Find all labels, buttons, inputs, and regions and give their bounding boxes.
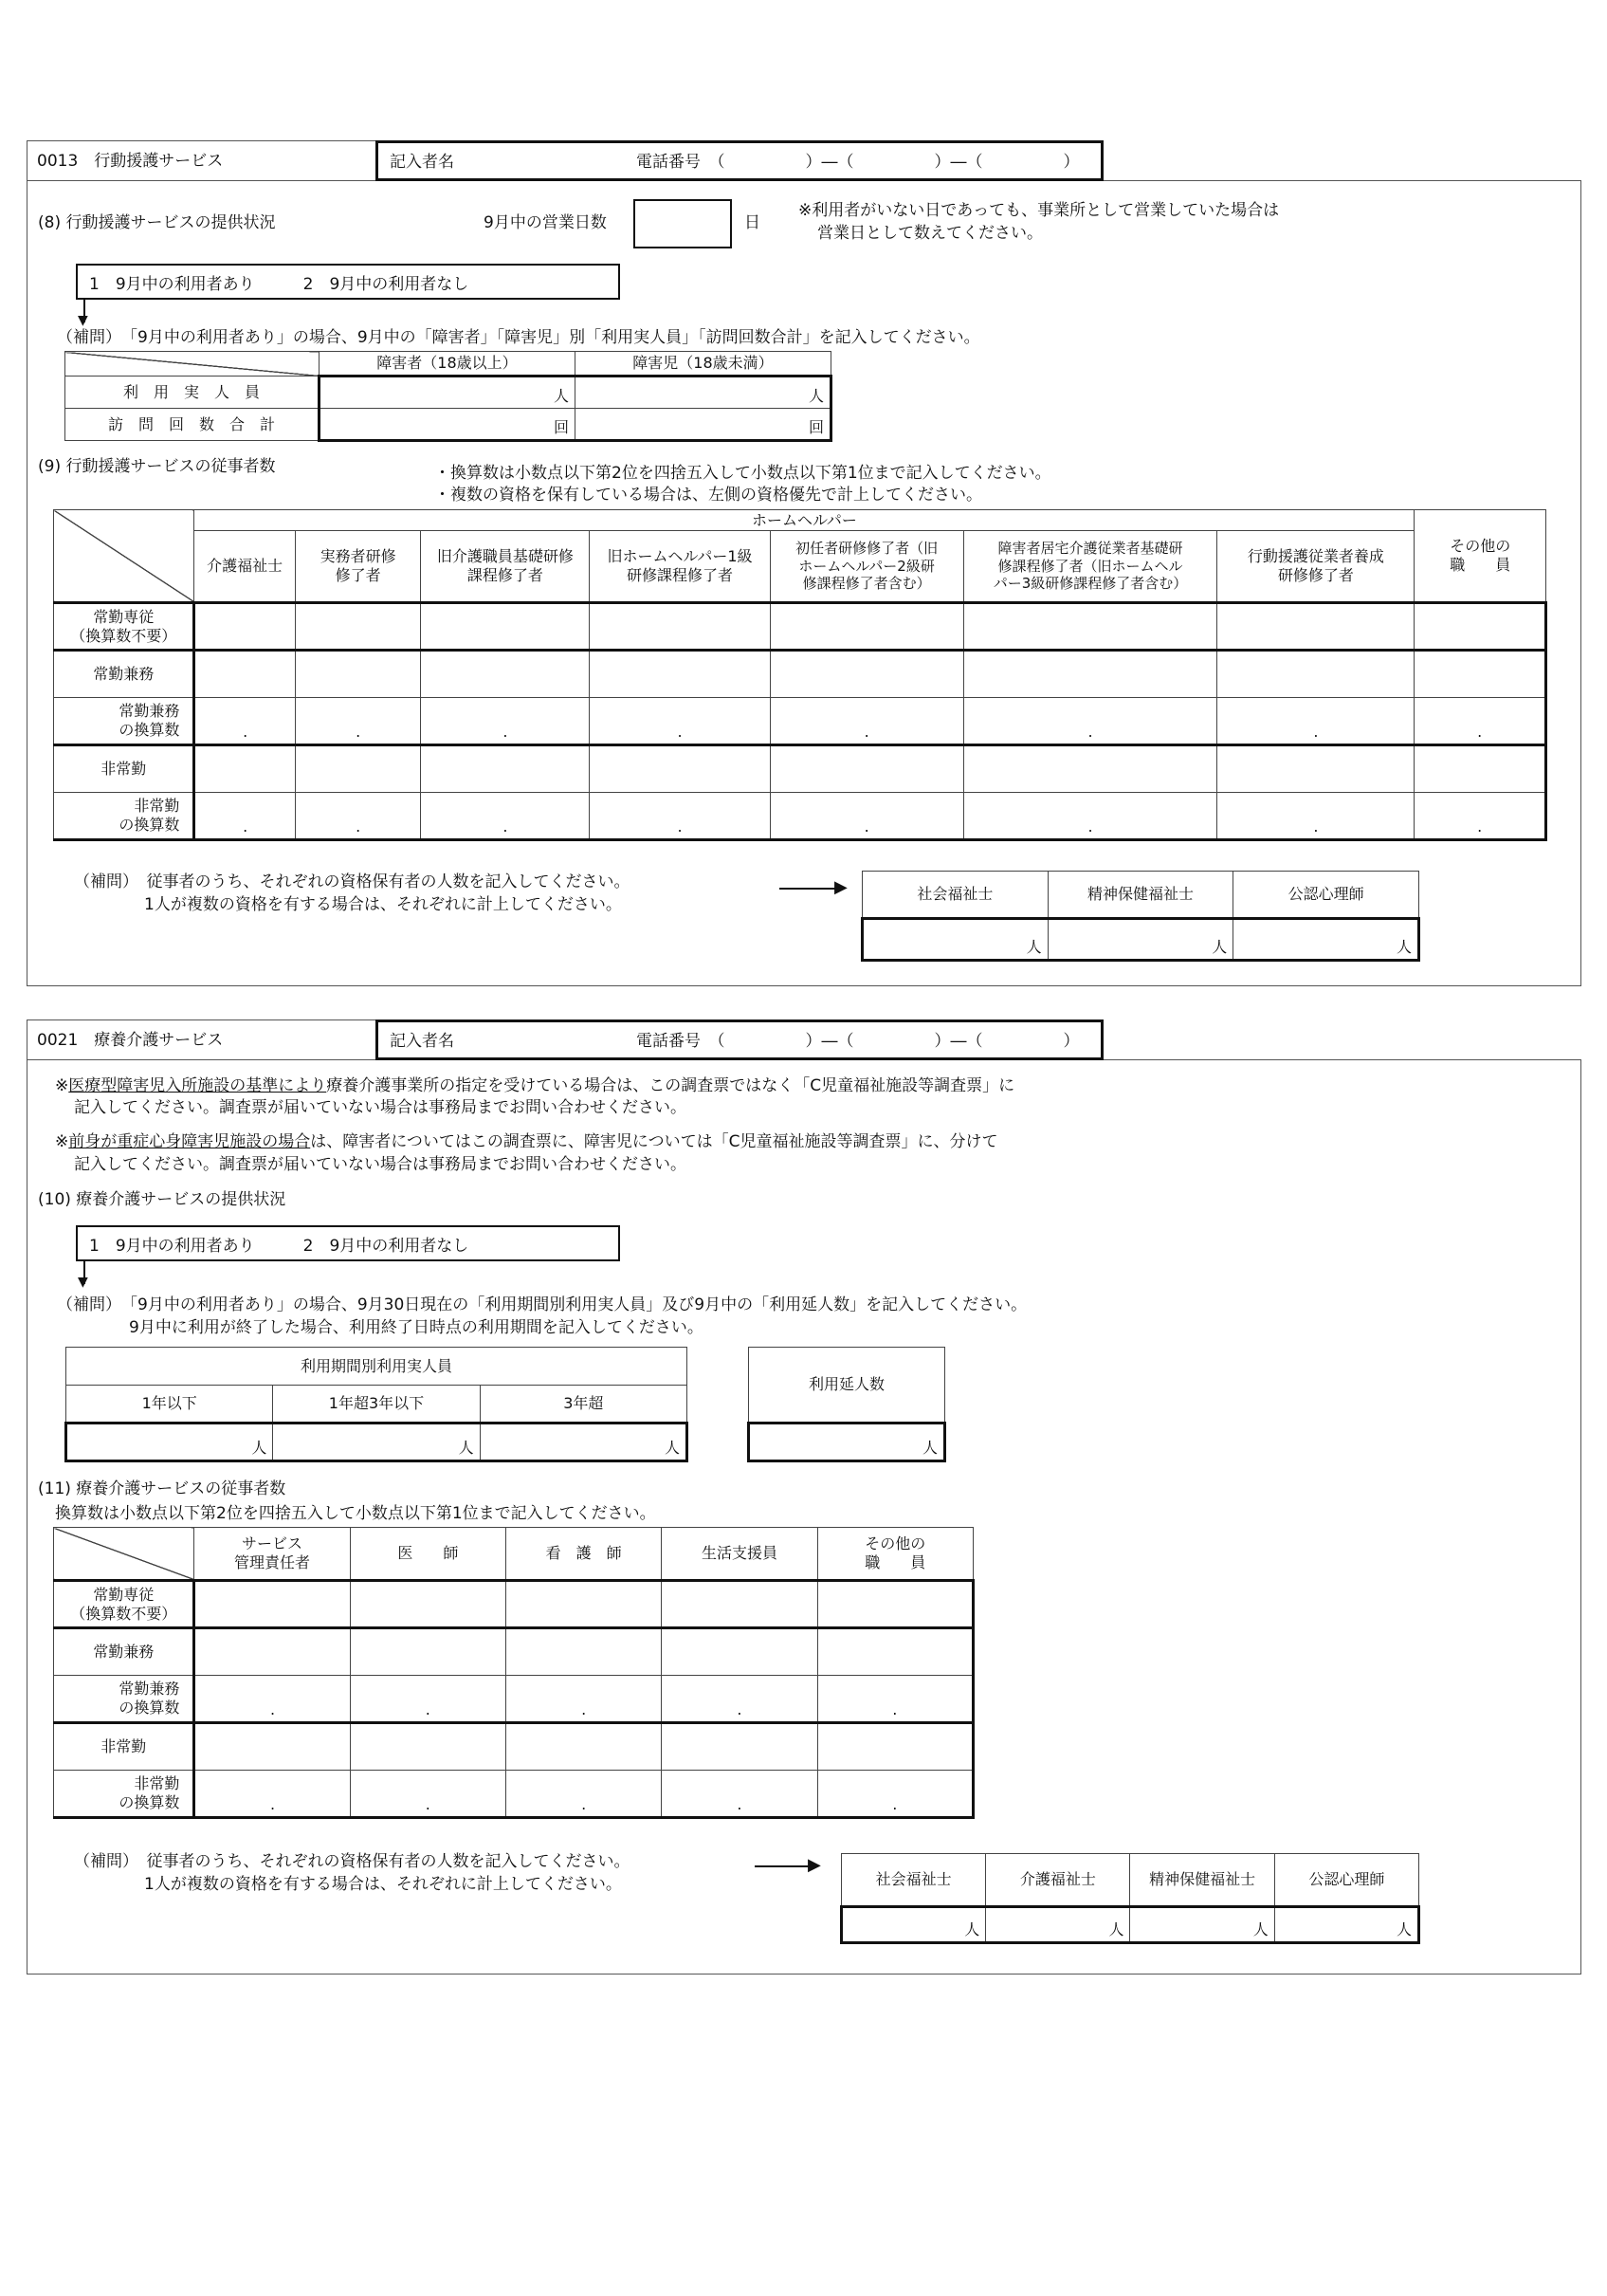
col-home-care-basic: 障害者居宅介護従業者基礎研 修課程修了者（旧ホームヘル パー3級研修課程修了者含む） bbox=[963, 531, 1217, 603]
staff-table-2 bbox=[53, 1527, 975, 1819]
cell[interactable] bbox=[194, 603, 296, 651]
row-parttime-fte: 非常勤 の換算数 bbox=[54, 1771, 194, 1818]
cell[interactable]: . bbox=[1415, 698, 1546, 745]
col-helper1: 旧ホームヘルパー1級 研修課程修了者 bbox=[590, 531, 770, 603]
col-other: その他の 職 員 bbox=[1415, 510, 1546, 603]
input-psychiatric-social-worker[interactable]: 人 bbox=[1048, 919, 1233, 961]
cell[interactable]: . bbox=[963, 793, 1217, 840]
row-fulltime-concurrent: 常勤兼務 bbox=[54, 651, 194, 698]
cell[interactable] bbox=[194, 651, 296, 698]
input-adult-users[interactable]: 人 bbox=[319, 377, 575, 409]
sub-q2-line1: （補問） 従事者のうち、それぞれの資格保有者の人数を記入してください。 bbox=[74, 872, 630, 891]
input-child-visits[interactable]: 回 bbox=[575, 409, 831, 441]
cell[interactable]: . bbox=[770, 793, 963, 840]
cell[interactable]: . bbox=[590, 793, 770, 840]
period-header: 利用期間別利用実人員 bbox=[66, 1348, 687, 1386]
note2-line2: 記入してください。調査票が届いていない場合は事務局までお問い合わせください。 bbox=[74, 1155, 686, 1174]
cell[interactable]: . bbox=[421, 793, 590, 840]
qual-social-worker: 社会福祉士 bbox=[863, 872, 1049, 919]
input-psychologist[interactable]: 人 bbox=[1274, 1907, 1418, 1943]
cell[interactable]: . bbox=[590, 698, 770, 745]
cell[interactable] bbox=[506, 1628, 662, 1676]
row-fulltime: 常勤専従 （換算数不要） bbox=[54, 1581, 194, 1628]
cell[interactable] bbox=[506, 1581, 662, 1628]
input-period-3[interactable]: 人 bbox=[480, 1424, 686, 1461]
q9-note2: ・複数の資格を保有している場合は、左側の資格優先で計上してください。 bbox=[434, 486, 982, 505]
recorder-label: 記入者名 bbox=[390, 153, 454, 172]
arrow-head-icon: ▼ bbox=[78, 313, 88, 328]
cell[interactable] bbox=[194, 745, 296, 793]
q8-title: (8) 行動援護サービスの提供状況 bbox=[38, 213, 276, 232]
row-fulltime: 常勤専従 （換算数不要） bbox=[54, 603, 194, 651]
qual-psychologist: 公認心理師 bbox=[1233, 872, 1419, 919]
cell[interactable] bbox=[295, 603, 420, 651]
cell[interactable] bbox=[194, 1628, 350, 1676]
cell[interactable]: . bbox=[506, 1771, 662, 1818]
cell[interactable] bbox=[662, 1628, 817, 1676]
cell[interactable]: . bbox=[817, 1676, 973, 1723]
period-2: 1年超3年以下 bbox=[273, 1386, 480, 1424]
cell[interactable] bbox=[817, 1723, 973, 1771]
recorder-box bbox=[375, 1019, 1104, 1060]
cell[interactable] bbox=[1217, 603, 1415, 651]
note1-line2: 記入してください。調査票が届いていない場合は事務局までお問い合わせください。 bbox=[74, 1098, 686, 1117]
note1-line1: ※医療型障害児入所施設の基準により療養介護事業所の指定を受けている場合は、この調査票ではなく「C児童福祉施設等調査票」に bbox=[55, 1076, 1015, 1095]
arrow-head-icon: ▶ bbox=[808, 1855, 821, 1875]
phone-label: 電話番号 （ ）―（ ）―（ ） bbox=[636, 153, 1080, 172]
cell[interactable]: . bbox=[662, 1771, 817, 1818]
col-doctor: 医 師 bbox=[350, 1528, 505, 1581]
cell[interactable] bbox=[194, 1581, 350, 1628]
input-psychologist[interactable]: 人 bbox=[1233, 919, 1419, 961]
input-adult-visits[interactable]: 回 bbox=[319, 409, 575, 441]
cell[interactable] bbox=[506, 1723, 662, 1771]
note-line1: ※利用者がいない日であっても、事業所として営業していた場合は bbox=[798, 201, 1280, 220]
input-social-worker[interactable]: 人 bbox=[842, 1907, 986, 1943]
col-life-support: 生活支援員 bbox=[662, 1528, 817, 1581]
input-care-worker[interactable]: 人 bbox=[986, 1907, 1130, 1943]
col-service-manager: サービス 管理責任者 bbox=[194, 1528, 350, 1581]
cell[interactable] bbox=[817, 1628, 973, 1676]
business-days-input[interactable] bbox=[633, 199, 732, 248]
cell[interactable] bbox=[1415, 651, 1546, 698]
cell[interactable] bbox=[963, 745, 1217, 793]
col-behavior-support: 行動援護従業者養成 研修修了者 bbox=[1217, 531, 1415, 603]
section-title-box bbox=[27, 1019, 377, 1060]
col-care-worker: 介護福祉士 bbox=[194, 531, 296, 603]
cell[interactable] bbox=[350, 1723, 505, 1771]
cell[interactable] bbox=[770, 651, 963, 698]
arrow-head-icon: ▶ bbox=[834, 877, 848, 897]
homehelper-header: ホームヘルパー bbox=[194, 510, 1415, 531]
q11-note: 換算数は小数点以下第2位を四捨五入して小数点以下第1位まで記入してください。 bbox=[55, 1504, 656, 1523]
sub-q2-line1: （補問） 従事者のうち、それぞれの資格保有者の人数を記入してください。 bbox=[74, 1852, 630, 1871]
sub-q-line2: 9月中に利用が終了した場合、利用終了日時点の利用期間を記入してください。 bbox=[129, 1318, 703, 1337]
choice-text: 1 9月中の利用者あり 2 9月中の利用者なし bbox=[89, 275, 469, 294]
row-fulltime-concurrent-fte: 常勤兼務 の換算数 bbox=[54, 1676, 194, 1723]
cell[interactable] bbox=[1415, 603, 1546, 651]
cell[interactable]: . bbox=[421, 698, 590, 745]
cell[interactable]: . bbox=[1415, 793, 1546, 840]
cell[interactable]: . bbox=[295, 698, 420, 745]
row-parttime: 非常勤 bbox=[54, 745, 194, 793]
cell[interactable]: . bbox=[1217, 698, 1415, 745]
total-table bbox=[747, 1347, 946, 1462]
phone-label: 電話番号 （ ）―（ ）―（ ） bbox=[636, 1032, 1080, 1051]
recorder-label: 記入者名 bbox=[390, 1032, 454, 1051]
sub-question: （補問） 「9月中の利用者あり」の場合、9月中の「障害者」「障害児」別「利用実人員」「訪問回数合計」を記入してください。 bbox=[57, 328, 980, 347]
arrow-right-icon bbox=[755, 1865, 813, 1867]
section-title: 0021 療養介護サービス bbox=[37, 1031, 224, 1050]
sub-q2-line2: 1人が複数の資格を有する場合は、それぞれに計上してください。 bbox=[144, 1875, 622, 1894]
q9-note1: ・換算数は小数点以下第2位を四捨五入して小数点以下第1位まで記入してください。 bbox=[434, 464, 1051, 483]
users-visits-table bbox=[64, 351, 832, 442]
row-visits: 訪 問 回 数 合 計 bbox=[65, 409, 320, 441]
input-social-worker[interactable]: 人 bbox=[863, 919, 1049, 961]
cell[interactable] bbox=[590, 651, 770, 698]
row-fulltime-concurrent-fte: 常勤兼務 の換算数 bbox=[54, 698, 194, 745]
input-child-users[interactable]: 人 bbox=[575, 377, 831, 409]
q10-title: (10) 療養介護サービスの提供状況 bbox=[38, 1190, 286, 1209]
cell[interactable] bbox=[421, 745, 590, 793]
arrow-head-icon: ▼ bbox=[78, 1275, 88, 1290]
cell[interactable] bbox=[662, 1723, 817, 1771]
business-days-label: 9月中の営業日数 bbox=[484, 213, 607, 232]
col-child: 障害児（18歳未満） bbox=[575, 352, 831, 377]
cell[interactable]: . bbox=[194, 698, 296, 745]
arrow-right-icon bbox=[779, 888, 840, 890]
sub-q2-line2: 1人が複数の資格を有する場合は、それぞれに計上してください。 bbox=[144, 895, 622, 914]
period-3: 3年超 bbox=[480, 1386, 686, 1424]
staff-table-1 bbox=[53, 509, 1547, 841]
cell[interactable]: . bbox=[506, 1676, 662, 1723]
col-basic-training: 旧介護職員基礎研修 課程修了者 bbox=[421, 531, 590, 603]
cell[interactable] bbox=[350, 1628, 505, 1676]
q9-title: (9) 行動援護サービスの従事者数 bbox=[38, 457, 276, 476]
input-period-1[interactable]: 人 bbox=[66, 1424, 273, 1461]
choice-box[interactable] bbox=[76, 1225, 620, 1261]
row-users: 利 用 実 人 員 bbox=[65, 377, 320, 409]
cell[interactable] bbox=[1217, 745, 1415, 793]
row-parttime: 非常勤 bbox=[54, 1723, 194, 1771]
cell[interactable] bbox=[421, 603, 590, 651]
choice-text: 1 9月中の利用者あり 2 9月中の利用者なし bbox=[89, 1237, 469, 1256]
cell[interactable]: . bbox=[194, 1771, 350, 1818]
input-psychiatric-social-worker[interactable]: 人 bbox=[1130, 1907, 1274, 1943]
cell[interactable] bbox=[963, 603, 1217, 651]
corner-cell bbox=[54, 510, 194, 603]
cell[interactable] bbox=[590, 745, 770, 793]
cell[interactable]: . bbox=[194, 1676, 350, 1723]
cell[interactable]: . bbox=[350, 1771, 505, 1818]
cell[interactable]: . bbox=[194, 793, 296, 840]
period-1: 1年以下 bbox=[66, 1386, 273, 1424]
row-parttime-fte: 非常勤 の換算数 bbox=[54, 793, 194, 840]
qualifications-table-2 bbox=[840, 1853, 1420, 1944]
day-unit: 日 bbox=[744, 213, 760, 232]
cell[interactable] bbox=[770, 745, 963, 793]
corner-cell bbox=[54, 1528, 194, 1581]
col-nurse: 看 護 師 bbox=[506, 1528, 662, 1581]
cell[interactable]: . bbox=[817, 1771, 973, 1818]
col-practical-training: 実務者研修 修了者 bbox=[295, 531, 420, 603]
section-title: 0013 行動援護サービス bbox=[37, 152, 224, 171]
cell[interactable] bbox=[1217, 651, 1415, 698]
qual-psychologist: 公認心理師 bbox=[1274, 1854, 1418, 1907]
qualifications-table-1 bbox=[861, 871, 1420, 962]
section-title-box bbox=[27, 140, 377, 181]
cell[interactable] bbox=[295, 651, 420, 698]
cell[interactable]: . bbox=[295, 793, 420, 840]
input-period-2[interactable]: 人 bbox=[273, 1424, 480, 1461]
col-other: その他の 職 員 bbox=[817, 1528, 973, 1581]
sub-q-line1: （補問） 「9月中の利用者あり」の場合、9月30日現在の「利用期間別利用実人員」及び9月中の「利用延人数」を記入してください。 bbox=[57, 1295, 1028, 1314]
note2-line1: ※前身が重症心身障害児施設の場合は、障害者についてはこの調査票に、障害児については「C児童福祉施設等調査票」に、分けて bbox=[55, 1132, 998, 1151]
input-total[interactable]: 人 bbox=[749, 1424, 945, 1461]
col-adult: 障害者（18歳以上） bbox=[319, 352, 575, 377]
cell[interactable] bbox=[963, 651, 1217, 698]
cell[interactable]: . bbox=[963, 698, 1217, 745]
cell[interactable]: . bbox=[662, 1676, 817, 1723]
qual-social-worker: 社会福祉士 bbox=[842, 1854, 986, 1907]
cell[interactable] bbox=[770, 603, 963, 651]
cell[interactable] bbox=[194, 1723, 350, 1771]
col-initial-training: 初任者研修修了者（旧 ホームヘルパー2級研 修課程修了者含む） bbox=[770, 531, 963, 603]
recorder-box bbox=[375, 140, 1104, 181]
cell[interactable] bbox=[350, 1581, 505, 1628]
cell[interactable] bbox=[817, 1581, 973, 1628]
cell[interactable]: . bbox=[770, 698, 963, 745]
cell[interactable] bbox=[590, 603, 770, 651]
total-label: 利用延人数 bbox=[749, 1348, 945, 1424]
qual-care-worker: 介護福祉士 bbox=[986, 1854, 1130, 1907]
period-table bbox=[64, 1347, 688, 1462]
row-fulltime-concurrent: 常勤兼務 bbox=[54, 1628, 194, 1676]
cell[interactable] bbox=[421, 651, 590, 698]
cell[interactable] bbox=[662, 1581, 817, 1628]
qual-psychiatric-social-worker: 精神保健福祉士 bbox=[1130, 1854, 1274, 1907]
qual-psychiatric-social-worker: 精神保健福祉士 bbox=[1048, 872, 1233, 919]
corner-cell bbox=[65, 352, 320, 377]
cell[interactable] bbox=[295, 745, 420, 793]
q11-title: (11) 療養介護サービスの従事者数 bbox=[38, 1479, 286, 1498]
cell[interactable]: . bbox=[1217, 793, 1415, 840]
choice-box[interactable] bbox=[76, 264, 620, 300]
note-line2: 営業日として数えてください。 bbox=[817, 224, 1043, 243]
cell[interactable]: . bbox=[350, 1676, 505, 1723]
cell[interactable] bbox=[1415, 745, 1546, 793]
